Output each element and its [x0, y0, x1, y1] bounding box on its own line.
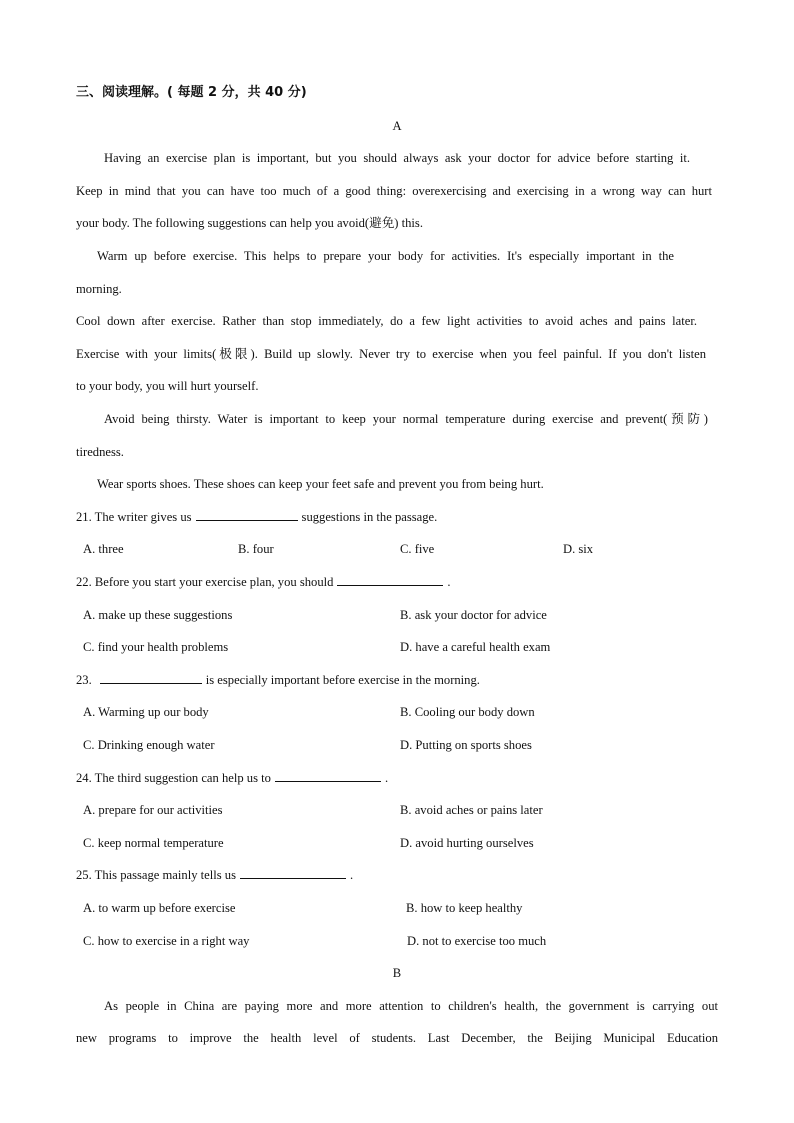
- option-c[interactable]: C. how to exercise in a right way: [83, 934, 250, 948]
- passage-a-line: morning.: [76, 282, 122, 296]
- question-21: [76, 509, 437, 525]
- passage-b-line: As people in China are paying more and more attention to children's health, the government is carrying out: [104, 999, 718, 1013]
- option-d[interactable]: D. avoid hurting ourselves: [400, 836, 534, 850]
- passage-b-label: B: [392, 966, 402, 980]
- passage-a-line: Avoid being thirsty. Water is important to keep your normal temperature during exercise and prevent(预防): [104, 412, 708, 426]
- option-d[interactable]: D. have a careful health exam: [400, 640, 551, 654]
- passage-a-line: to your body, you will hurt yourself.: [76, 379, 259, 393]
- question-stem: 22. Before you start your exercise plan, you should: [76, 575, 334, 589]
- question-stem: 24. The third suggestion can help us to: [76, 771, 271, 785]
- option-d[interactable]: D. not to exercise too much: [407, 934, 547, 948]
- answer-blank[interactable]: [275, 770, 381, 782]
- section-heading: 三、阅读理解。( 每题 2 分，共 40 分): [76, 85, 307, 100]
- option-c[interactable]: C. find your health problems: [83, 640, 229, 654]
- answer-blank[interactable]: [196, 509, 298, 521]
- option-b[interactable]: B. avoid aches or pains later: [400, 803, 543, 817]
- option-d[interactable]: D. six: [563, 542, 594, 556]
- answer-blank[interactable]: [337, 574, 443, 586]
- option-a[interactable]: A. prepare for our activities: [83, 803, 223, 817]
- question-stem-end: .: [349, 868, 354, 882]
- passage-a-line: Exercise with your limits(极限). Build up slowly. Never try to exercise when you feel painful. If you don't listen: [76, 347, 706, 361]
- passage-b-line: new programs to improve the health level of students. Last December, the Beijing Municipal Education: [76, 1031, 718, 1045]
- passage-a-line: your body. The following suggestions can help you avoid(避免) this.: [76, 216, 423, 230]
- option-b[interactable]: B. four: [238, 542, 274, 556]
- question-stem-end: is especially important before exercise in the morning.: [205, 673, 480, 687]
- option-d[interactable]: D. Putting on sports shoes: [400, 738, 532, 752]
- option-b[interactable]: B. how to keep healthy: [406, 901, 523, 915]
- passage-a-label: A: [392, 119, 402, 133]
- question-stem: 23.: [76, 673, 92, 687]
- option-c[interactable]: C. Drinking enough water: [83, 738, 215, 752]
- answer-blank[interactable]: [240, 867, 346, 879]
- question-stem: 21. The writer gives us: [76, 510, 192, 524]
- question-stem-end: .: [447, 575, 451, 589]
- passage-a-line: Warm up before exercise. This helps to prepare your body for activities. It's especially important in the: [97, 249, 674, 263]
- option-a[interactable]: A. make up these suggestions: [83, 608, 233, 622]
- passage-a-line: Wear sports shoes. These shoes can keep your feet safe and prevent you from being hurt.: [97, 477, 544, 491]
- option-a[interactable]: A. Warming up our body: [83, 705, 209, 719]
- question-stem: 25. This passage mainly tells us: [76, 868, 236, 882]
- option-c[interactable]: C. keep normal temperature: [83, 836, 224, 850]
- passage-a-line: Cool down after exercise. Rather than stop immediately, do a few light activities to avoid aches and pains later.: [76, 314, 697, 328]
- passage-a-line: Having an exercise plan is important, but you should always ask your doctor for advice before starting it.: [104, 151, 690, 165]
- option-b[interactable]: B. ask your doctor for advice: [400, 608, 547, 622]
- question-22: [76, 574, 451, 590]
- option-a[interactable]: A. three: [83, 542, 124, 556]
- option-a[interactable]: A. to warm up before exercise: [83, 901, 236, 915]
- question-25: [76, 867, 353, 883]
- question-23: [76, 672, 480, 688]
- option-c[interactable]: C. five: [400, 542, 435, 556]
- option-b[interactable]: B. Cooling our body down: [400, 705, 535, 719]
- passage-a-line: Keep in mind that you can have too much of a good thing: overexercising and exercising in a wrong way can hurt: [76, 184, 712, 198]
- question-stem-end: .: [384, 771, 389, 785]
- question-24: [76, 770, 388, 786]
- passage-a-line: tiredness.: [76, 445, 124, 459]
- question-stem-end: suggestions in the passage.: [301, 510, 438, 524]
- answer-blank[interactable]: [100, 672, 202, 684]
